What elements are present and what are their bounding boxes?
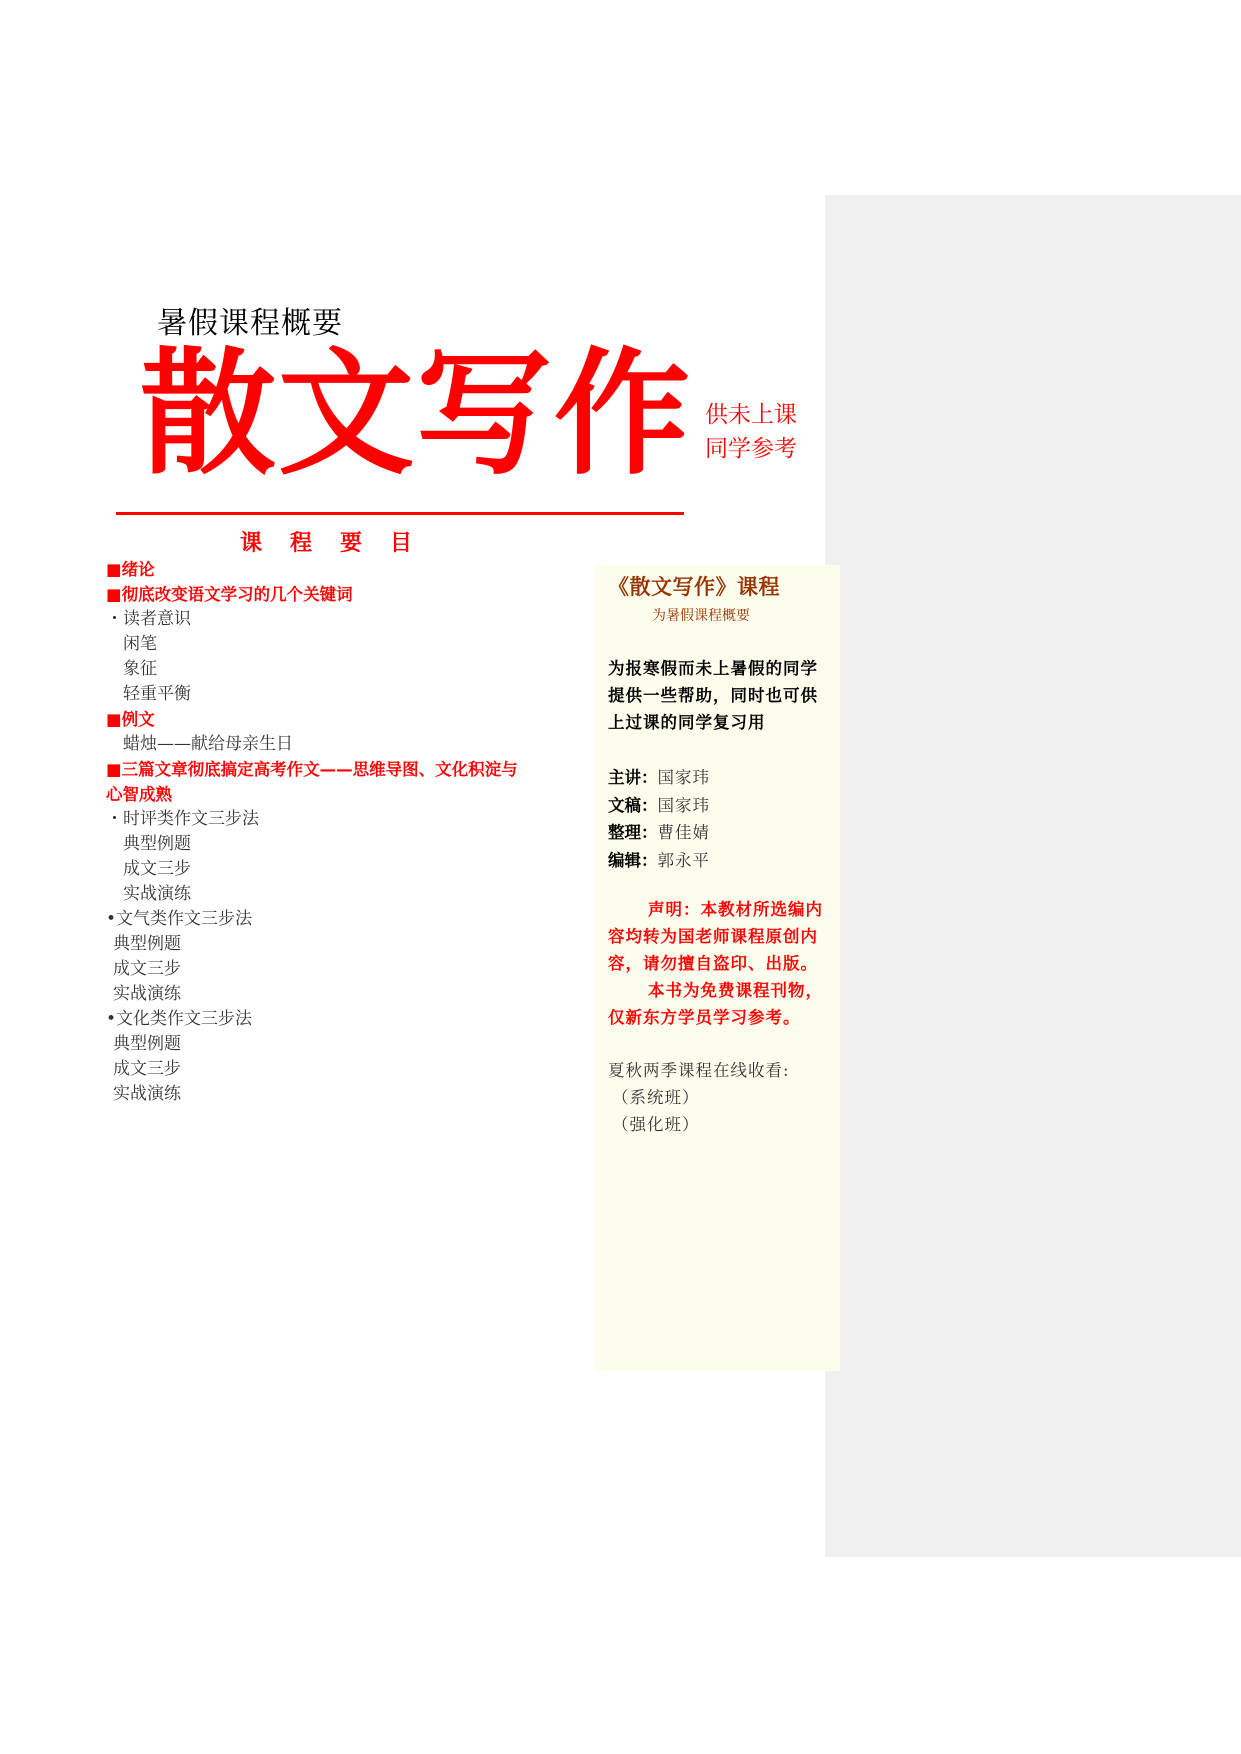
outline-item: 实战演练 xyxy=(123,884,191,904)
outline-item: 典型例题 xyxy=(113,934,181,954)
notice-statement: 声明：本教材所选编内容均转为国老师课程原创内容，请勿擅自盗印、出版。 xyxy=(608,900,823,973)
notice-free-publication: 本书为免费课程刊物，仅新东方学员学习参考。 xyxy=(608,981,823,1027)
audience-note xyxy=(705,398,797,466)
credit-value: 国家玮 xyxy=(657,795,710,815)
outline-section: ■绪论 xyxy=(106,560,155,579)
summary-heading: 暑假课程概要 xyxy=(157,306,343,341)
outline-topic: ・读者意识 xyxy=(106,609,191,629)
credit-row xyxy=(608,819,832,847)
outline-item: 轻重平衡 xyxy=(123,684,191,704)
title-divider xyxy=(116,512,684,515)
copyright-notice xyxy=(608,896,832,1031)
outline-section: ■三篇文章彻底搞定高考作文——思维导图、文化积淀与心智成熟 xyxy=(106,760,518,804)
outline-item: 闲笔 xyxy=(123,634,157,654)
outline-topic: •文气类作文三步法 xyxy=(106,909,253,929)
credit-row xyxy=(608,847,832,875)
outline-item: 实战演练 xyxy=(113,984,181,1004)
outline-item: 成文三步 xyxy=(113,959,181,979)
credit-label: 主讲： xyxy=(608,768,658,787)
credit-label: 文稿： xyxy=(608,795,658,815)
outline-item: 典型例题 xyxy=(113,1034,181,1054)
comment-margin-panel xyxy=(825,195,1241,1557)
outline-item: 成文三步 xyxy=(113,1059,181,1079)
credit-value: 郭永平 xyxy=(657,850,710,870)
outline-item: 成文三步 xyxy=(123,859,191,879)
outline-section: ■彻底改变语文学习的几个关键词 xyxy=(106,585,353,604)
credit-value: 国家玮 xyxy=(657,768,710,787)
credit-row xyxy=(608,764,832,792)
audience-line-2: 同学参考 xyxy=(705,436,797,462)
online-viewing xyxy=(608,1057,832,1138)
outline-section: ■例文 xyxy=(106,710,155,729)
credit-row xyxy=(608,792,832,820)
online-heading: 夏秋两季课程在线收看: xyxy=(608,1061,790,1080)
outline-item: 象征 xyxy=(123,659,157,679)
course-info-card xyxy=(594,565,840,1371)
outline-item: 蜡烛——献给母亲生日 xyxy=(123,734,293,754)
outline-item: 实战演练 xyxy=(113,1084,181,1104)
credits xyxy=(608,764,832,874)
card-subtitle: 为暑假课程概要 xyxy=(652,608,750,624)
card-title: 《散文写作》课程 xyxy=(608,574,780,599)
credit-label: 整理： xyxy=(608,823,658,842)
audience-line-1: 供未上课 xyxy=(705,402,797,428)
main-title: 散文写作 xyxy=(140,336,692,494)
credit-value: 曹佳婧 xyxy=(657,823,710,842)
outline-topic: •文化类作文三步法 xyxy=(106,1009,253,1029)
outline-item: 典型例题 xyxy=(123,834,191,854)
card-purpose: 为报寒假而未上暑假的同学提供一些帮助，同时也可供上过课的同学复习用 xyxy=(608,659,818,732)
outline-heading: 课程要目 xyxy=(240,531,441,556)
credit-label: 编辑： xyxy=(608,850,658,870)
online-class-item: （系统班） xyxy=(612,1088,700,1107)
course-outline xyxy=(106,557,526,1107)
online-class-item: （强化班） xyxy=(612,1115,700,1134)
outline-topic: ・时评类作文三步法 xyxy=(106,809,259,829)
